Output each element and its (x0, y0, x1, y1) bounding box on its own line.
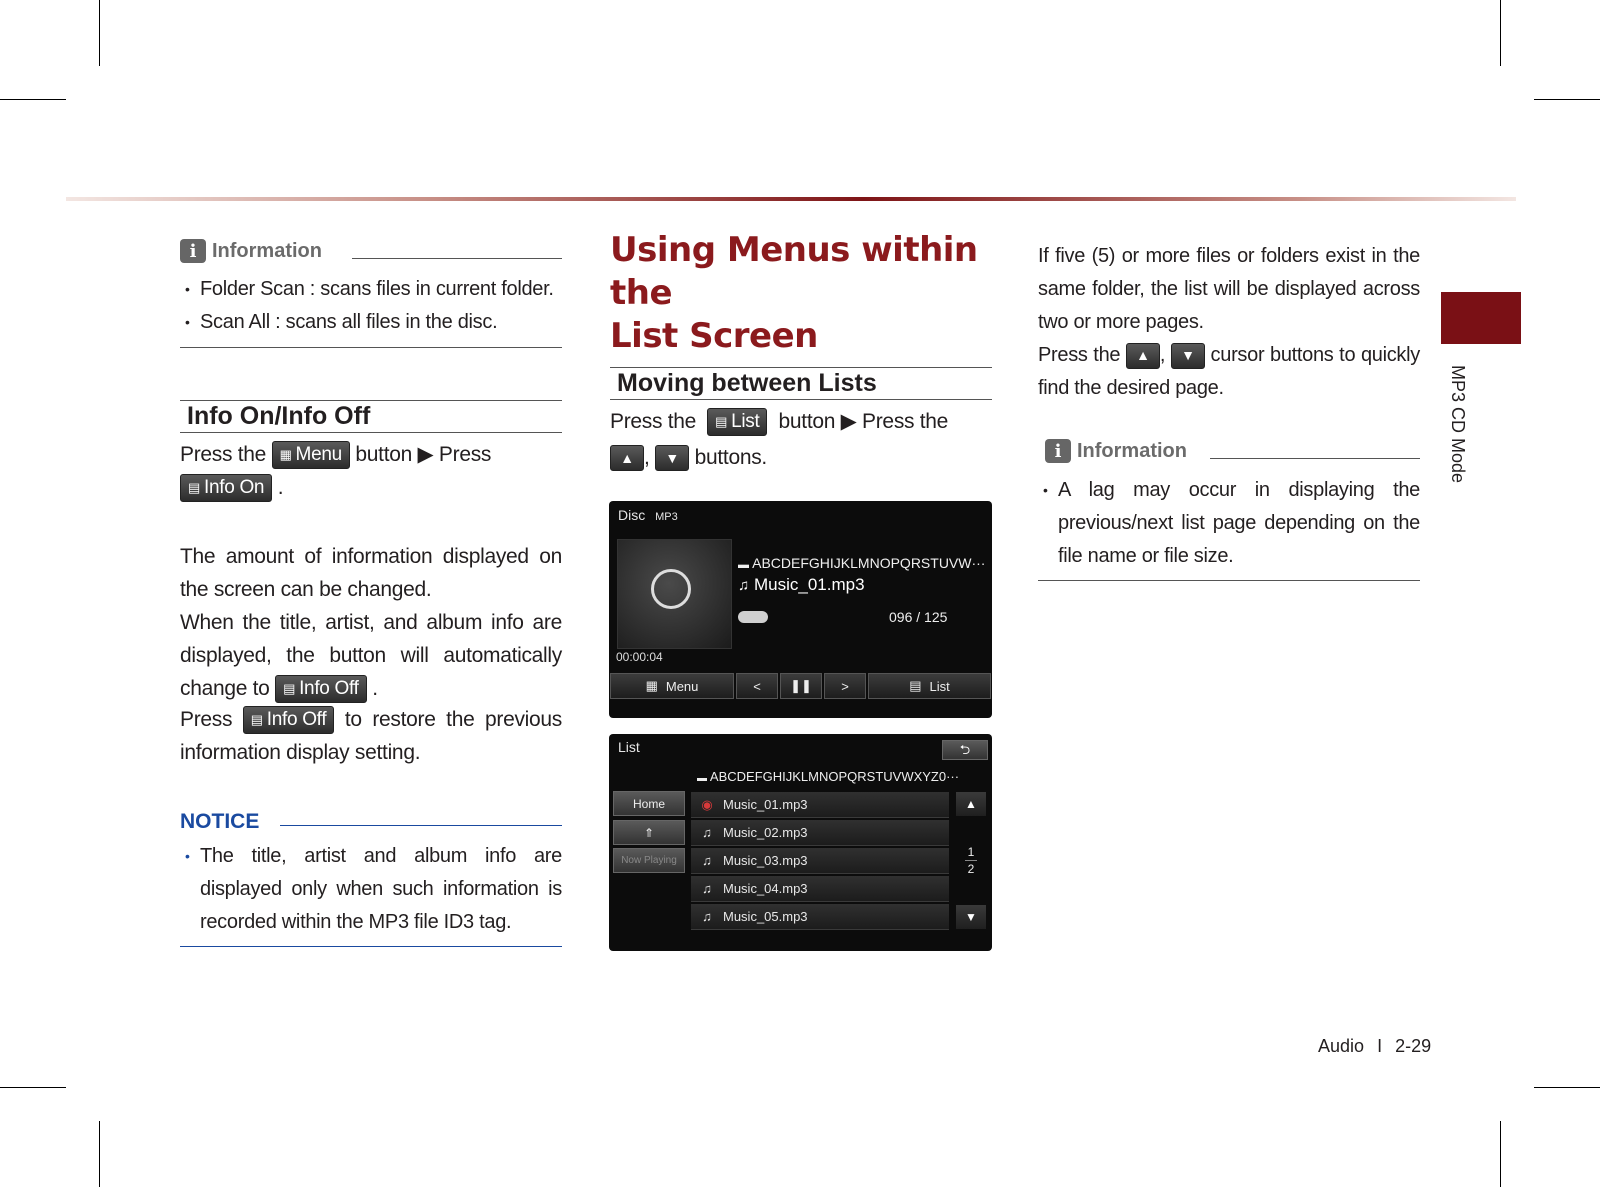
body-paragraph: The amount of information displayed on the screen can be changed. (180, 545, 562, 601)
crop-mark (0, 99, 66, 100)
menu-button[interactable]: ▦ Menu (610, 673, 734, 699)
info-off-button-icon: ▤ Info Off (275, 675, 367, 703)
page-footer: Audio I 2-29 (1318, 1036, 1432, 1056)
list-icon: ▤ (909, 678, 922, 693)
section-tab-marker (1441, 292, 1521, 344)
track-row[interactable]: ♫ Music_02.mp3 (691, 820, 949, 846)
list-item: • A lag may occur in displaying the previous/next list page depending on the file name or file size. (1043, 479, 1420, 567)
crop-mark (0, 1087, 66, 1088)
divider (352, 258, 562, 259)
up-arrow-icon: ▲ (610, 445, 644, 471)
up-arrow-icon: ▲ (1126, 343, 1160, 369)
divider (280, 825, 562, 826)
section-heading: Moving between Lists (617, 369, 877, 397)
up-arrow-icon: ▲ (965, 797, 977, 811)
menu-icon: ▦ (645, 678, 658, 693)
body-paragraph: When the title, artist, and album info are displayed, the button will automatically change to ▤ Info Off . (180, 606, 562, 705)
page-down-button[interactable] (956, 905, 986, 929)
divider (180, 347, 562, 348)
down-arrow-icon: ▼ (1171, 343, 1205, 369)
folder-name: ▬ ABCDEFGHIJKLMNOPQRSTUVWXYZ0··· (697, 769, 960, 784)
track-row[interactable]: ♫ Music_03.mp3 (691, 848, 949, 874)
back-button[interactable] (942, 740, 988, 760)
page-title: Using Menus within the List Screen (610, 230, 978, 356)
divider (180, 946, 562, 947)
chevron-right-icon: > (841, 678, 849, 694)
menu-button-icon: ▦ Menu (272, 441, 350, 469)
elapsed-time: 00:00:04 (616, 650, 663, 664)
list-item: • Folder Scan : scans files in current folder. (185, 278, 554, 300)
body-paragraph: Press ▤ Info Off to restore the previous information display setting. (180, 708, 562, 764)
home-button[interactable]: Home (613, 791, 685, 816)
crop-mark (99, 1121, 100, 1187)
folder-up-button[interactable] (613, 820, 685, 845)
information-label: Information (212, 239, 322, 262)
music-note-icon: ♫ (702, 825, 712, 840)
crop-mark (99, 0, 100, 66)
list-button-icon: ▤ List (707, 408, 767, 436)
info-on-button-icon: ▤ Info On (180, 474, 272, 502)
header-rule (66, 197, 1516, 201)
instruction-text: Press the ▤ List button ▶ Press the ▲ , ▼ buttons. (610, 404, 992, 476)
repeat-icon (738, 611, 768, 623)
list-item: • The title, artist and album info are displayed only when such information is recorded within the MP3 file ID3 tag. (185, 845, 562, 933)
section-heading: Info On/Info Off (187, 402, 371, 430)
crop-mark (1500, 0, 1501, 66)
page-number: 2-29 (1395, 1036, 1432, 1056)
instruction-text: Press the ▦ Menu button ▶ Press ▤ Info On . (180, 438, 562, 504)
track-counter: 096 / 125 (889, 609, 948, 625)
track-row[interactable]: ♫ Music_05.mp3 (691, 904, 949, 930)
divider (180, 400, 562, 401)
information-heading (1045, 439, 1187, 463)
disc-icon (651, 569, 691, 609)
playing-icon: ◉ (701, 796, 713, 812)
pause-icon: ❚❚ (790, 678, 812, 693)
down-arrow-icon: ▼ (965, 910, 977, 924)
page-up-button[interactable] (956, 792, 986, 816)
music-note-icon: ♫ (702, 881, 712, 896)
list-button[interactable]: ▤ List (868, 673, 991, 699)
crop-mark (1500, 1121, 1501, 1187)
pause-button[interactable] (780, 673, 822, 699)
screen-title: List (618, 739, 640, 755)
track-name: ♫ Music_01.mp3 (738, 575, 865, 594)
music-note-icon: ♫ (702, 909, 712, 924)
divider (1210, 458, 1420, 459)
crop-mark (1534, 1087, 1600, 1088)
info-icon: i (1045, 439, 1071, 463)
crop-mark (1534, 99, 1600, 100)
chevron-left-icon: < (753, 678, 761, 694)
folder-name: ▬ ABCDEFGHIJKLMNOPQRSTUVW··· (738, 555, 986, 571)
instruction-text: Press the ▲ , ▼ cursor buttons to quickly find the desired page. (1038, 344, 1420, 399)
track-row[interactable]: ♫ Music_04.mp3 (691, 876, 949, 902)
screen-title: Disc MP3 (618, 507, 678, 523)
notice-heading: NOTICE (180, 810, 260, 833)
down-arrow-icon: ▼ (655, 445, 689, 471)
next-button[interactable] (824, 673, 866, 699)
information-label: Information (1077, 439, 1187, 462)
page-indicator: 1 2 (965, 845, 977, 876)
folder-up-icon: ⇑ (643, 825, 655, 840)
divider (610, 367, 992, 368)
divider (610, 399, 992, 400)
back-arrow-icon: ⮌ (959, 742, 971, 757)
list-item: • Scan All : scans all files in the disc. (185, 311, 498, 333)
now-playing-button[interactable]: Now Playing (613, 848, 685, 873)
divider (180, 432, 562, 433)
track-row[interactable]: ◉ Music_01.mp3 (691, 792, 949, 818)
divider (1038, 580, 1420, 581)
information-heading (180, 239, 322, 263)
previous-button[interactable] (736, 673, 778, 699)
info-icon: i (180, 239, 206, 263)
body-paragraph: If five (5) or more files or folders exist in the same folder, the list will be displayed across two or more pages. (1038, 245, 1420, 333)
info-off-button-icon: ▤ Info Off (243, 706, 335, 734)
music-note-icon: ♫ (702, 853, 712, 868)
section-tab-label: MP3 CD Mode (1448, 365, 1468, 484)
